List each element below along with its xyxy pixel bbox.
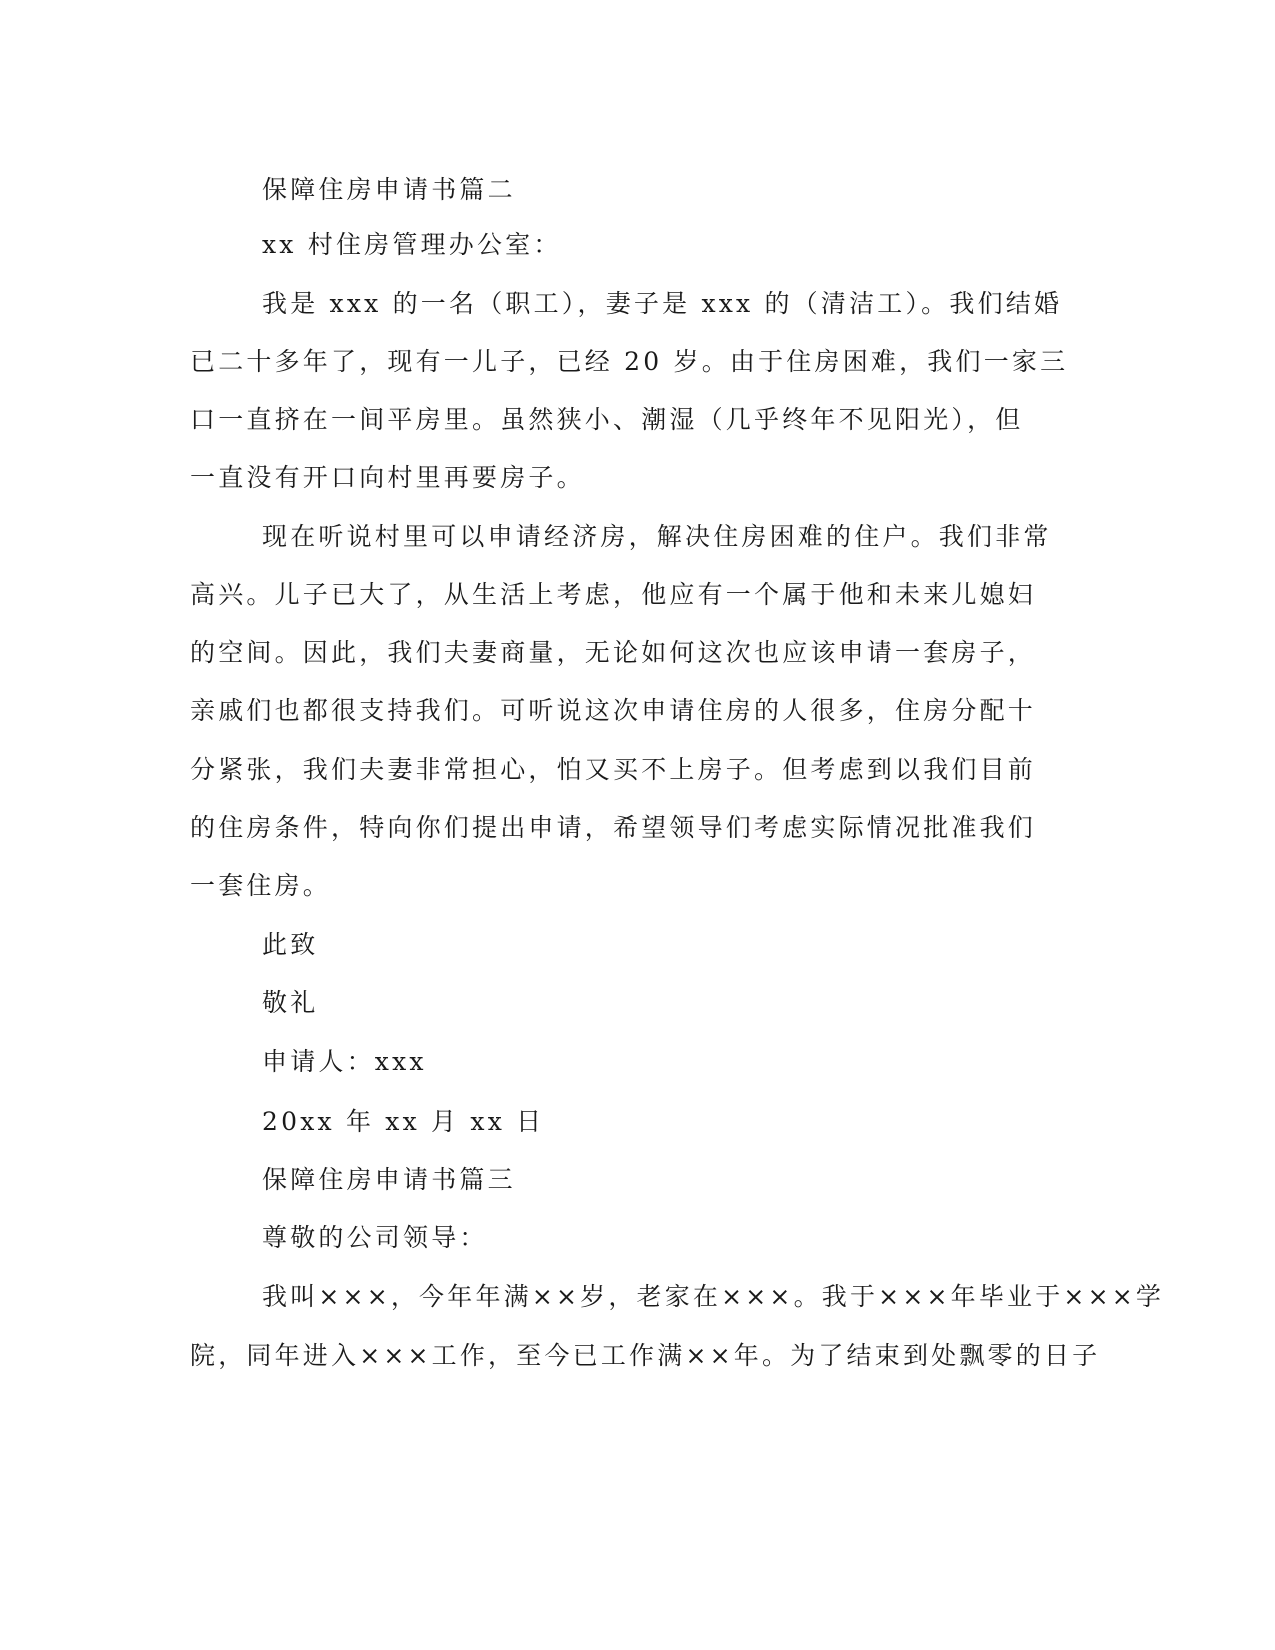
body-line: 的空间。因此，我们夫妻商量，无论如何这次也应该申请一套房子， [190,638,1037,667]
body-line: 分紧张，我们夫妻非常担心，怕又买不上房子。但考虑到以我们目前 [190,755,1037,784]
body-line: 的住房条件，特向你们提出申请，希望领导们考虑实际情况批准我们 [190,813,1037,842]
body-line: 院，同年进入×××工作，至今已工作满××年。为了结束到处飘零的日子 [190,1341,1101,1370]
body-line: 高兴。儿子已大了，从生活上考虑，他应有一个属于他和未来儿媳妇 [190,580,1037,609]
salutation-recipient: 尊敬的公司领导： [262,1223,488,1252]
salutation-recipient: xx 村住房管理办公室： [262,230,562,259]
signature-applicant: 申请人：xxx [262,1047,427,1076]
body-line: 一直没有开口向村里再要房子。 [190,463,585,492]
body-line: 现在听说村里可以申请经济房，解决住房困难的住户。我们非常 [262,522,1052,551]
signature-date: 20xx 年 xx 月 xx 日 [262,1107,545,1136]
body-line: 口一直挤在一间平房里。虽然狭小、潮湿（几乎终年不见阳光），但 [190,405,1024,434]
section-heading-3: 保障住房申请书篇三 [262,1165,516,1194]
closing-line: 敬礼 [262,988,319,1017]
body-line: 已二十多年了，现有一儿子，已经 20 岁。由于住房困难，我们一家三 [190,347,1069,376]
body-line: 一套住房。 [190,871,332,900]
body-line: 我叫×××，今年年满××岁，老家在×××。我于×××年毕业于×××学 [262,1282,1165,1311]
body-line: 我是 xxx 的一名（职工），妻子是 xxx 的（清洁工）。我们结婚 [262,289,1063,318]
section-heading-2: 保障住房申请书篇二 [262,175,516,204]
body-line: 亲戚们也都很支持我们。可听说这次申请住房的人很多，住房分配十 [190,696,1037,725]
closing-line: 此致 [262,930,319,959]
